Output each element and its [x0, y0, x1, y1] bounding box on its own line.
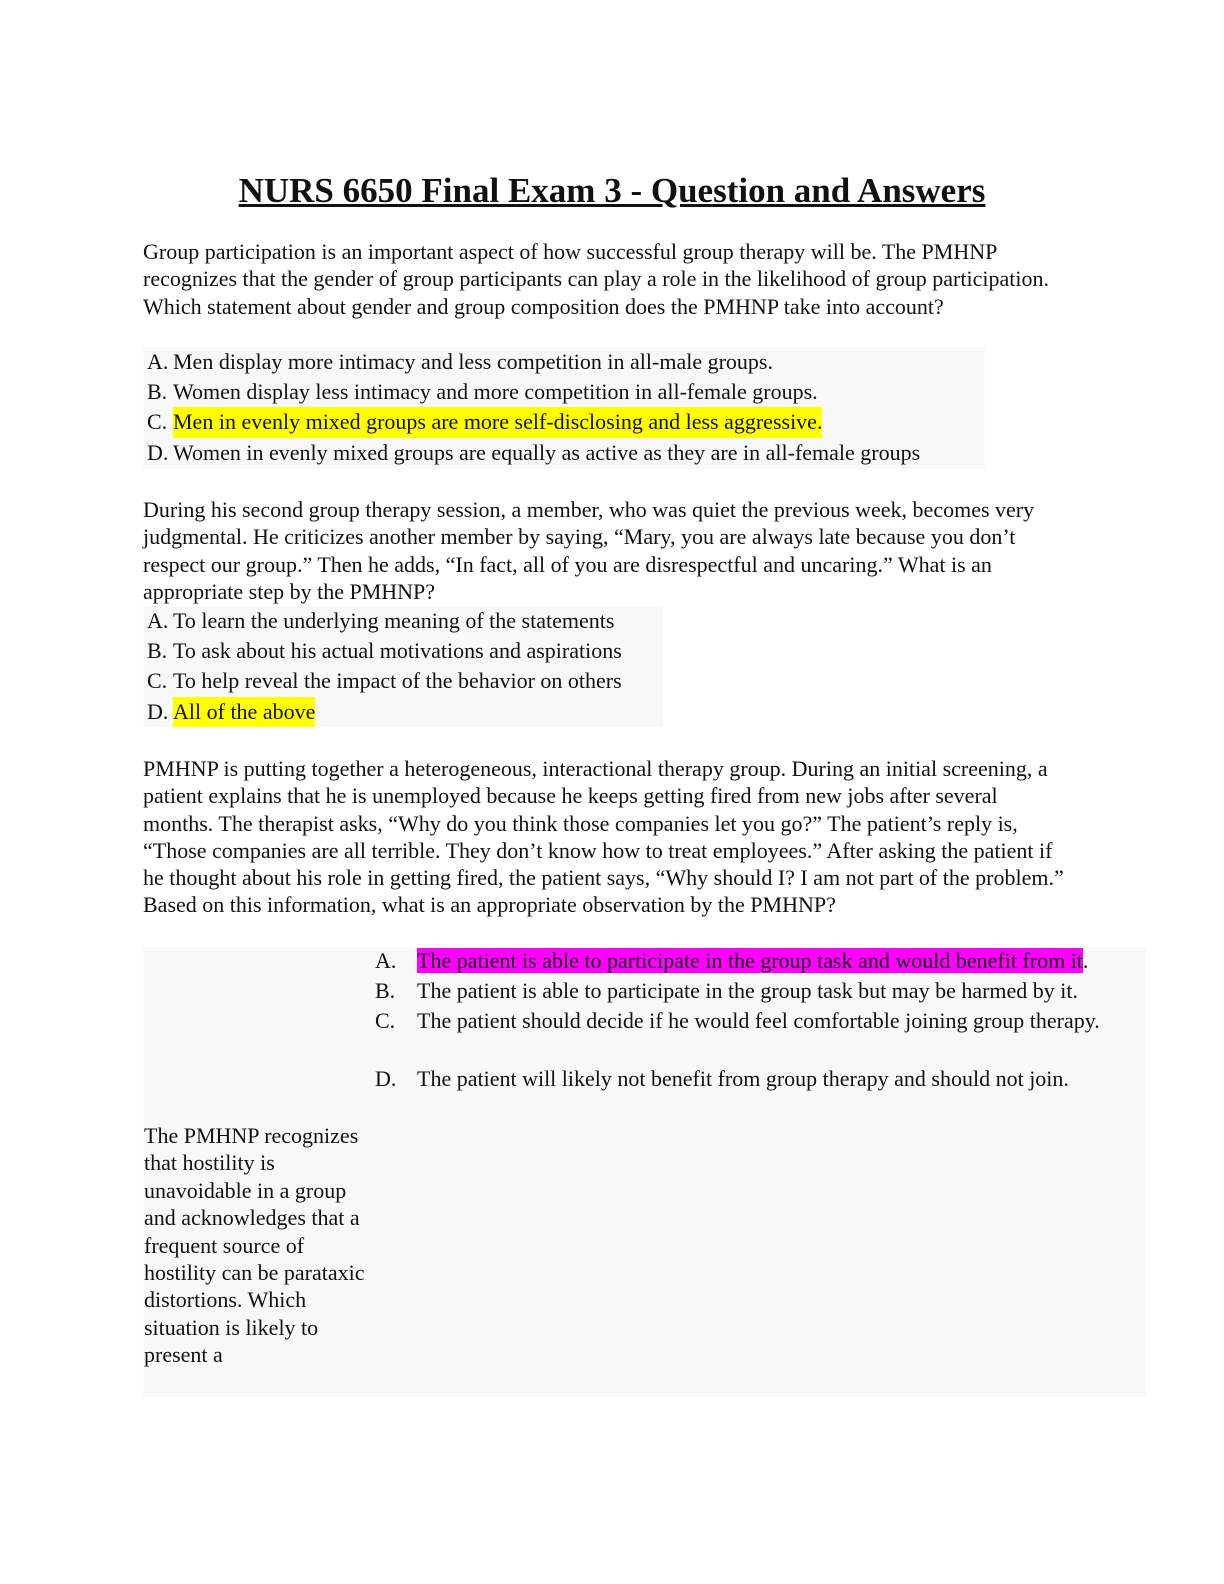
- question-3-option-b: [375, 977, 1078, 1004]
- option-text: Men display more intimacy and less competition in all-male groups.: [173, 349, 773, 374]
- question-1-option-a: [143, 347, 985, 377]
- option-text: Women display less intimacy and more competition in all-female groups.: [173, 379, 818, 405]
- question-2-stem: During his second group therapy session, a member, who was quiet the previous week, becomes very judgmental. He criticizes another member by saying, “Mary, you are always late because you don’t respect our group.” Then he adds, “In fact, all of you are disrespectful and uncaring.” What is an appropriate step by the PMHNP?: [143, 497, 1035, 604]
- option-letter: D.: [147, 698, 169, 724]
- question-4-stem: The PMHNP recognizes that hostility is unavoidable in a group and acknowledges that a frequent source of hostility can be parataxic distortions. Which situation is likely to present a: [144, 1123, 365, 1368]
- highlighted-answer: All of the above: [173, 697, 315, 727]
- question-2-option-d: [143, 697, 663, 727]
- question-3-stem: PMHNP is putting together a heterogeneous, interactional therapy group. During an initial screening, a patient explains that he is unemployed because he keeps getting fired from new jobs after several months. The therapist asks, “Why do you think those companies let you go?” The patient’s reply is, “Those companies are all terrible. They don’t know how to treat employees.” After asking the patient if he thought about his role in getting fired, the patient says, “Why should I? I am not part of the problem.” Based on this information, what is an appropriate observation by the PMHNP?: [143, 756, 1064, 918]
- option-letter: B.: [375, 978, 396, 1003]
- option-text: The patient is able to participate in the group task but may be harmed by it.: [417, 978, 1079, 1003]
- option-text: The patient should decide if he would feel comfortable joining group therapy.: [417, 1008, 1100, 1033]
- option-letter: C.: [375, 1008, 396, 1033]
- option-letter: D.: [147, 439, 169, 465]
- question-2-options: [143, 606, 663, 727]
- question-1-option-c: [143, 407, 985, 437]
- option-letter: B.: [147, 379, 168, 405]
- option-text: To help reveal the impact of the behavior on others: [173, 668, 622, 694]
- option-suffix: .: [1082, 948, 1089, 973]
- question-2-option-c: [143, 666, 663, 696]
- option-letter: A.: [147, 349, 169, 374]
- question-1-options: [143, 347, 985, 469]
- question-2-option-b: [143, 636, 663, 666]
- highlighted-answer: The patient is able to participate in the group task and would benefit from it: [417, 948, 1083, 973]
- option-text: To ask about his actual motivations and aspirations: [173, 638, 622, 664]
- option-letter: A.: [375, 948, 397, 973]
- question-1-option-b: [143, 377, 985, 407]
- option-letter: D.: [375, 1066, 397, 1091]
- option-text: Women in evenly mixed groups are equally as active as they are in all-female groups: [173, 439, 921, 465]
- option-text: The patient will likely not benefit from group therapy and should not join.: [417, 1066, 1069, 1091]
- option-letter: C.: [147, 668, 168, 694]
- question-3-option-c: [375, 1007, 1117, 1034]
- question-1-option-d: [143, 438, 985, 468]
- option-letter: C.: [147, 409, 168, 435]
- option-letter: A.: [147, 608, 169, 633]
- page-title: NURS 6650 Final Exam 3 - Question and Answers: [238, 171, 986, 210]
- question-3-option-d: [375, 1065, 1069, 1092]
- highlighted-answer: Men in evenly mixed groups are more self-disclosing and less aggressive.: [173, 407, 822, 437]
- question-3-option-a: [375, 947, 1088, 974]
- option-text: To learn the underlying meaning of the statements: [173, 608, 615, 633]
- question-2-option-a: [143, 606, 663, 636]
- question-1-stem: Group participation is an important aspect of how successful group therapy will be. The PMHNP recognizes that the gender of group participants can play a role in the likelihood of group participation. Which statement about gender and group composition does the PMHNP take into account?: [143, 239, 1049, 319]
- option-letter: B.: [147, 638, 168, 664]
